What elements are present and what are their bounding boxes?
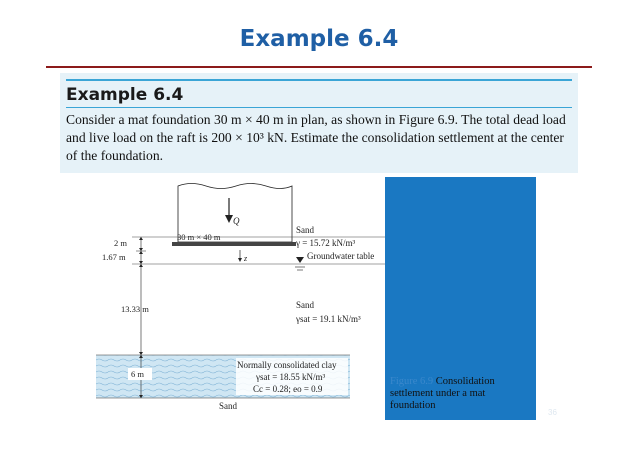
- example-box: [60, 73, 578, 173]
- clay-gamma-sat: γsat = 18.55 kN/m³: [256, 372, 326, 382]
- dimension-13-33m: 13.33 m: [121, 304, 149, 314]
- sand-bottom-name: Sand: [219, 401, 237, 411]
- load-label: Q: [233, 216, 240, 226]
- title-divider: [46, 66, 592, 68]
- sand-mid-name: Sand: [296, 300, 314, 310]
- example-heading: Example 6.4: [66, 85, 184, 105]
- mat-foundation-figure: [96, 177, 385, 420]
- clay-name: Normally consolidated clay: [237, 360, 337, 370]
- depth-z-label: z: [244, 254, 248, 263]
- dimension-6m: 6 m: [131, 369, 144, 379]
- dimension-1-67m: 1.67 m: [102, 252, 126, 262]
- page-number: 36: [548, 408, 557, 417]
- sand-top-name: Sand: [296, 225, 314, 235]
- clay-params: Cc = 0.28; eo = 0.9: [253, 384, 323, 394]
- example-top-rule: [66, 79, 572, 81]
- sand-top-gamma: γ = 15.72 kN/m³: [296, 238, 356, 248]
- sand-mid-gamma: γsat = 19.1 kN/m³: [296, 314, 361, 324]
- example-heading-rule: [66, 107, 572, 108]
- caption-text: Consolidation settlement under a mat foundation: [390, 376, 495, 411]
- foundation-size-label: 30 m × 40 m: [177, 232, 221, 242]
- slide-title: Example 6.4: [239, 26, 399, 52]
- figure-caption: [390, 376, 530, 412]
- groundwater-label: Groundwater table: [307, 251, 375, 261]
- example-problem-text: Consider a mat foundation 30 m × 40 m in plan, as shown in Figure 6.9. The total dead load and live load on the raft is 200 × 10³ kN. Estimate the consolidation settlement at the center of the foundation.: [66, 112, 566, 163]
- dimension-2m: 2 m: [114, 238, 127, 248]
- raft-slab: [172, 242, 296, 246]
- caption-label: Figure 6.9: [390, 376, 434, 387]
